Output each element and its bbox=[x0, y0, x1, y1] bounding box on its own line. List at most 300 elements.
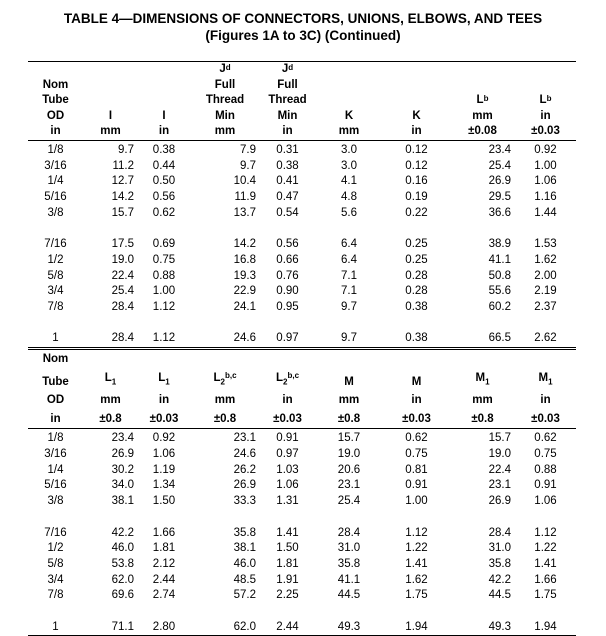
column-header-cell: mm bbox=[214, 394, 236, 407]
column-header-cell: OD bbox=[46, 394, 65, 407]
column-header-cell bbox=[515, 78, 576, 94]
table-row bbox=[28, 447, 576, 463]
dimension-cell: 24.6 bbox=[233, 448, 256, 460]
dimension-cell: 1.75 bbox=[405, 589, 428, 602]
dimension-cell: 35.8 bbox=[337, 557, 361, 570]
column-header-cell: M bbox=[344, 375, 354, 388]
column-header-cell: mm bbox=[338, 394, 360, 407]
column-header-cell: mm bbox=[315, 124, 383, 140]
dimension-cell: 44.5 bbox=[337, 589, 361, 602]
header-row bbox=[28, 93, 576, 109]
column-header-cell bbox=[138, 350, 190, 369]
table-row bbox=[28, 429, 576, 447]
dimension-cell: 13.7 bbox=[233, 206, 256, 219]
dimension-cell: 1.00 bbox=[152, 285, 176, 298]
dimension-cell: 1.22 bbox=[405, 542, 428, 555]
nom-tube-od-cell: 1/8 bbox=[47, 432, 64, 445]
dimension-cell: 3.0 bbox=[341, 143, 357, 156]
dimension-cell: 0.95 bbox=[276, 300, 299, 313]
nom-tube-od-cell: 1/8 bbox=[47, 143, 64, 156]
header-row bbox=[28, 124, 576, 140]
title-line-1: TABLE 4—DIMENSIONS OF CONNECTORS, UNIONS, ELBOWS, AND TEES bbox=[63, 11, 543, 26]
table-row bbox=[28, 190, 576, 206]
dimension-cell: 2.44 bbox=[276, 620, 299, 633]
dimension-cell: 0.12 bbox=[405, 143, 428, 156]
dimension-cell: 6.4 bbox=[341, 238, 357, 251]
table-row bbox=[28, 573, 576, 589]
dimension-cell: 41.1 bbox=[337, 573, 361, 586]
header-row bbox=[28, 369, 576, 392]
column-header-cell: ±0.8 bbox=[315, 410, 383, 429]
dimension-cell: 0.25 bbox=[405, 238, 428, 251]
column-header-cell: mm bbox=[100, 394, 121, 407]
dimension-cell: 1.53 bbox=[534, 238, 557, 251]
dimension-cell: 1.19 bbox=[152, 463, 176, 476]
table-row bbox=[28, 463, 576, 479]
dimension-cell: 1.94 bbox=[405, 620, 428, 633]
dimension-cell: 0.75 bbox=[152, 253, 176, 266]
dimension-cell: 2.25 bbox=[276, 589, 299, 602]
dimension-cell: 57.2 bbox=[233, 589, 256, 602]
column-header-cell: ±0.8 bbox=[190, 410, 260, 429]
dimension-cell: 1.62 bbox=[534, 253, 557, 266]
spacer-cell bbox=[28, 604, 576, 620]
table-row bbox=[28, 269, 576, 285]
dimension-cell: 19.3 bbox=[233, 269, 256, 282]
dimension-cell: 1.12 bbox=[405, 526, 428, 539]
dimension-cell: 14.2 bbox=[233, 238, 256, 251]
dimension-cell: 0.47 bbox=[276, 191, 299, 204]
column-header-cell: Thread bbox=[268, 94, 307, 107]
column-header-cell: ±0.8 bbox=[450, 410, 515, 429]
dimension-cell: 1.06 bbox=[152, 448, 176, 460]
dimension-cell: 38.1 bbox=[233, 542, 256, 555]
nom-tube-od-cell: 3/4 bbox=[47, 285, 64, 298]
dimension-cell: 5.6 bbox=[341, 206, 357, 219]
spacer-row bbox=[28, 510, 576, 526]
column-header-cell: Min bbox=[277, 109, 298, 122]
dimension-cell: 0.50 bbox=[152, 175, 176, 188]
table-row bbox=[28, 159, 576, 175]
column-header-cell: $L_2^{b,c}$ bbox=[213, 370, 237, 386]
header-row bbox=[28, 350, 576, 369]
column-header-cell bbox=[315, 78, 383, 94]
column-header-cell bbox=[83, 78, 138, 94]
nom-tube-od-cell: 5/16 bbox=[44, 479, 67, 492]
column-header-cell: ±0.03 bbox=[260, 410, 315, 429]
dimension-cell: 11.2 bbox=[112, 159, 134, 172]
dimension-cell: 1.06 bbox=[534, 175, 557, 188]
dimension-cell: 1.75 bbox=[534, 589, 557, 602]
nom-tube-od-cell: 1/4 bbox=[47, 463, 64, 476]
dimension-cell: 1.31 bbox=[276, 495, 299, 508]
table-row bbox=[28, 557, 576, 573]
column-header-cell: K bbox=[344, 109, 354, 122]
table-2-header bbox=[28, 350, 576, 429]
column-header-cell: Thread bbox=[205, 94, 245, 107]
dimension-cell: 0.97 bbox=[276, 448, 299, 460]
header-row bbox=[28, 62, 576, 78]
dimension-cell: 28.4 bbox=[111, 300, 134, 313]
dimension-cell: 20.6 bbox=[337, 463, 361, 476]
dimension-cell: 69.6 bbox=[111, 589, 134, 602]
dimension-cell: 0.38 bbox=[276, 159, 299, 172]
column-header-cell: Full bbox=[277, 78, 298, 91]
table-row bbox=[28, 300, 576, 316]
column-header-cell: in bbox=[28, 124, 83, 140]
dimension-cell: 7.1 bbox=[341, 285, 357, 298]
dimension-cell: 17.5 bbox=[111, 238, 134, 251]
column-header-cell: ±0.03 bbox=[515, 124, 576, 140]
dimension-cell: 26.9 bbox=[488, 175, 511, 188]
nom-tube-od-cell: 7/16 bbox=[44, 238, 67, 251]
dimension-cell: 23.1 bbox=[488, 479, 511, 492]
dimension-cell: 53.8 bbox=[111, 557, 134, 570]
column-header-cell bbox=[515, 62, 576, 78]
title-line-2: (Figures 1A to 3C) (Continued) bbox=[205, 28, 401, 43]
nom-tube-od-cell: 7/8 bbox=[47, 300, 64, 313]
column-header-cell bbox=[383, 350, 450, 369]
header-row bbox=[28, 109, 576, 125]
dimension-cell: 62.0 bbox=[111, 573, 134, 586]
dimension-cell: 29.5 bbox=[488, 191, 511, 204]
column-header-cell bbox=[28, 62, 83, 78]
dimension-cell: 1.22 bbox=[534, 542, 557, 555]
column-header-cell: $J^d$ bbox=[219, 63, 231, 75]
column-header-cell: in bbox=[540, 109, 551, 122]
dimension-cell: 0.91 bbox=[276, 432, 299, 445]
dimension-cell: 0.25 bbox=[405, 253, 428, 266]
table-row bbox=[28, 140, 576, 158]
dimension-cell: 22.9 bbox=[233, 285, 256, 298]
dimension-cell: 23.1 bbox=[233, 432, 256, 445]
table-row bbox=[28, 206, 576, 222]
dimension-cell: 48.5 bbox=[233, 573, 256, 586]
dimension-cell: 0.41 bbox=[276, 175, 299, 188]
dimension-cell: 12.7 bbox=[111, 175, 134, 188]
column-header-cell bbox=[315, 350, 383, 369]
spacer-row bbox=[28, 604, 576, 620]
dimension-cell: 33.3 bbox=[233, 495, 256, 508]
dimension-cell: 66.5 bbox=[488, 332, 511, 345]
dimension-cell: 31.0 bbox=[488, 542, 511, 555]
column-header-cell: Min bbox=[215, 109, 235, 122]
table-title bbox=[0, 0, 606, 44]
dimension-cell: 0.97 bbox=[276, 332, 299, 345]
dimension-cell: 49.3 bbox=[337, 620, 361, 633]
dimension-cell: 1.62 bbox=[405, 573, 428, 586]
column-header-cell: in bbox=[28, 410, 83, 429]
dimension-cell: 1.66 bbox=[152, 526, 176, 539]
dimension-cell: 0.62 bbox=[534, 432, 557, 445]
nom-tube-od-cell: 5/16 bbox=[44, 191, 67, 204]
dimension-cell: 7.9 bbox=[240, 143, 256, 156]
column-header-cell: $J^d$ bbox=[281, 63, 294, 75]
dimension-cell: 4.1 bbox=[341, 175, 357, 188]
dimension-cell: 0.22 bbox=[405, 206, 428, 219]
dimension-cell: 19.0 bbox=[111, 253, 134, 266]
nom-tube-od-cell: 3/16 bbox=[44, 448, 67, 460]
dimension-cell: 22.4 bbox=[111, 269, 134, 282]
dimension-cell: 0.12 bbox=[405, 159, 428, 172]
dimension-cell: 1.41 bbox=[534, 557, 557, 570]
dimension-cell: 1.06 bbox=[534, 495, 557, 508]
dimension-cell: 26.9 bbox=[111, 448, 134, 460]
column-header-cell bbox=[83, 93, 138, 109]
column-header-cell: Nom bbox=[42, 353, 69, 365]
dimension-cell: 26.9 bbox=[233, 479, 256, 492]
column-header-cell: $L_1$ bbox=[158, 371, 170, 386]
dimension-cell: 0.38 bbox=[405, 300, 428, 313]
table-1-header bbox=[28, 62, 576, 141]
nom-tube-od-cell: 3/4 bbox=[47, 573, 64, 586]
dimension-cell: 34.0 bbox=[111, 479, 134, 492]
dimension-cell: 9.7 bbox=[341, 332, 357, 345]
column-header-cell bbox=[383, 93, 450, 109]
dimension-cell: 9.7 bbox=[341, 300, 357, 313]
nom-tube-od-cell: 1/2 bbox=[47, 542, 64, 555]
dimension-cell: 24.6 bbox=[233, 332, 256, 345]
dimension-cell: 0.66 bbox=[276, 253, 299, 266]
dimension-cell: 50.8 bbox=[488, 269, 511, 282]
header-row bbox=[28, 391, 576, 410]
dimension-cell: 1.06 bbox=[276, 479, 299, 492]
column-header-cell: ±0.03 bbox=[383, 410, 450, 429]
dimension-cell: 0.62 bbox=[152, 206, 176, 219]
nom-tube-od-cell: 1/4 bbox=[47, 175, 64, 188]
column-header-cell bbox=[450, 78, 515, 94]
column-header-cell: $L^b$ bbox=[539, 94, 552, 107]
nom-tube-od-cell: 7/16 bbox=[44, 526, 67, 539]
table-row bbox=[28, 478, 576, 494]
column-header-cell: Full bbox=[214, 78, 236, 91]
dimension-cell: 60.2 bbox=[488, 300, 511, 313]
dimension-cell: 25.4 bbox=[488, 159, 511, 172]
column-header-cell bbox=[138, 62, 190, 78]
column-header-cell: in bbox=[260, 124, 315, 140]
column-header-cell: in bbox=[540, 394, 551, 407]
dimension-cell: 6.4 bbox=[341, 253, 357, 266]
dimension-cell: 1.00 bbox=[534, 159, 557, 172]
table-row bbox=[28, 253, 576, 269]
nom-tube-od-cell: 1 bbox=[52, 332, 59, 345]
dimension-cell: 1.81 bbox=[152, 542, 176, 555]
dimension-cell: 62.0 bbox=[233, 620, 256, 633]
spacer-cell bbox=[28, 316, 576, 332]
column-header-cell: ±0.08 bbox=[450, 124, 515, 140]
column-header-cell: in bbox=[138, 124, 190, 140]
dimension-cell: 55.6 bbox=[488, 285, 511, 298]
column-header-cell: in bbox=[282, 394, 293, 407]
column-header-cell: $L_1$ bbox=[104, 371, 117, 386]
dimension-cell: 30.2 bbox=[111, 463, 134, 476]
column-header-cell: mm bbox=[83, 124, 138, 140]
dimension-cell: 28.4 bbox=[488, 526, 511, 539]
dimension-cell: 42.2 bbox=[111, 526, 134, 539]
column-header-cell: $M_1$ bbox=[538, 371, 553, 386]
dimension-cell: 44.5 bbox=[488, 589, 511, 602]
column-header-cell bbox=[315, 93, 383, 109]
dimension-cell: 1.50 bbox=[276, 542, 299, 555]
dimension-cell: 1.91 bbox=[276, 573, 299, 586]
dimension-cell: 25.4 bbox=[111, 285, 134, 298]
dimension-cell: 0.62 bbox=[405, 432, 428, 445]
dimension-cell: 0.75 bbox=[405, 448, 428, 460]
dimension-cell: 1.12 bbox=[152, 332, 176, 345]
dimension-cell: 1.81 bbox=[276, 557, 299, 570]
dimension-cell: 19.0 bbox=[488, 448, 511, 460]
spacer-cell bbox=[28, 221, 576, 237]
dimension-cell: 15.7 bbox=[111, 206, 134, 219]
column-header-cell bbox=[138, 78, 190, 94]
dimension-cell: 0.56 bbox=[152, 191, 176, 204]
table-row bbox=[28, 494, 576, 510]
table-row bbox=[28, 620, 576, 636]
column-header-cell: mm bbox=[472, 109, 493, 122]
dimension-cell: 15.7 bbox=[337, 432, 361, 445]
dimension-cell: 26.2 bbox=[233, 463, 256, 476]
table-row bbox=[28, 526, 576, 542]
dimension-cell: 1.12 bbox=[534, 526, 557, 539]
dimension-cell: 2.74 bbox=[152, 589, 176, 602]
table-row bbox=[28, 588, 576, 604]
dimension-cell: 14.2 bbox=[111, 191, 134, 204]
dimension-cell: 1.16 bbox=[534, 191, 557, 204]
column-header-cell: OD bbox=[46, 109, 65, 122]
dimension-cell: 2.00 bbox=[534, 269, 557, 282]
column-header-cell: Tube bbox=[42, 375, 69, 388]
dimension-cell: 28.4 bbox=[111, 332, 134, 345]
dimension-cell: 0.91 bbox=[534, 479, 557, 492]
dimension-cell: 38.1 bbox=[111, 495, 134, 508]
dimension-cell: 4.8 bbox=[341, 191, 357, 204]
column-header-cell: Tube bbox=[42, 94, 69, 107]
dimension-cell: 23.4 bbox=[488, 143, 511, 156]
column-header-cell: ±0.8 bbox=[83, 410, 138, 429]
dimension-cell: 46.0 bbox=[111, 542, 134, 555]
nom-tube-od-cell: 3/8 bbox=[47, 495, 64, 508]
dimension-cell: 49.3 bbox=[488, 620, 511, 633]
dimension-cell: 0.54 bbox=[276, 206, 299, 219]
column-header-cell: K bbox=[412, 109, 421, 122]
column-header-cell: $L_2^{b,c}$ bbox=[275, 370, 300, 386]
dimension-cell: 0.16 bbox=[405, 175, 428, 188]
dimension-cell: 2.80 bbox=[152, 620, 176, 633]
dimension-cell: 11.9 bbox=[234, 191, 256, 204]
dimension-cell: 23.1 bbox=[337, 479, 361, 492]
column-header-cell bbox=[450, 350, 515, 369]
column-header-cell bbox=[515, 350, 576, 369]
table-row bbox=[28, 284, 576, 300]
dimension-cell: 1.41 bbox=[276, 526, 299, 539]
dimension-cell: 3.0 bbox=[341, 159, 357, 172]
nom-tube-od-cell: 5/8 bbox=[47, 269, 64, 282]
dimension-cell: 2.12 bbox=[152, 557, 176, 570]
header-row bbox=[28, 410, 576, 429]
dimension-cell: 0.44 bbox=[152, 159, 176, 172]
column-header-cell: I bbox=[162, 109, 166, 122]
dimension-cell: 2.62 bbox=[534, 332, 557, 345]
dimension-cell: 35.8 bbox=[488, 557, 511, 570]
dimension-cell: 31.0 bbox=[337, 542, 361, 555]
dimension-cell: 25.4 bbox=[337, 495, 361, 508]
dimension-cell: 0.56 bbox=[276, 238, 299, 251]
dimension-cell: 9.7 bbox=[240, 159, 256, 172]
dimension-cell: 1.41 bbox=[405, 557, 428, 570]
spacer-cell bbox=[28, 510, 576, 526]
column-header-cell: $L^b$ bbox=[476, 94, 489, 107]
dimension-cell: 1.66 bbox=[534, 573, 557, 586]
dimension-cell: 0.81 bbox=[405, 463, 428, 476]
dimension-cell: 0.91 bbox=[405, 479, 428, 492]
dimension-cell: 41.1 bbox=[488, 253, 511, 266]
column-header-cell: mm bbox=[472, 394, 493, 407]
column-header-cell: M bbox=[411, 375, 422, 388]
spacer-row bbox=[28, 316, 576, 332]
dimension-cell: 0.38 bbox=[405, 332, 428, 345]
nom-tube-od-cell: 1 bbox=[52, 620, 59, 633]
dimension-cell: 0.92 bbox=[534, 143, 557, 156]
table-row bbox=[28, 237, 576, 253]
dimension-cell: 22.4 bbox=[488, 463, 511, 476]
table-row bbox=[28, 541, 576, 557]
dimension-cell: 1.44 bbox=[534, 206, 557, 219]
dimension-cell: 1.03 bbox=[276, 463, 299, 476]
dimension-cell: 1.50 bbox=[152, 495, 176, 508]
column-header-cell: ±0.03 bbox=[138, 410, 190, 429]
dimension-cell: 0.31 bbox=[276, 143, 299, 156]
dimension-cell: 23.4 bbox=[111, 432, 134, 445]
table-part-1 bbox=[28, 61, 576, 348]
dimension-cell: 0.90 bbox=[276, 285, 299, 298]
dimension-cell: 10.4 bbox=[233, 175, 256, 188]
dimension-cell: 1.00 bbox=[405, 495, 428, 508]
nom-tube-od-cell: 3/8 bbox=[47, 206, 64, 219]
nom-tube-od-cell: 3/16 bbox=[44, 159, 67, 172]
column-header-cell bbox=[315, 62, 383, 78]
dimension-cell: 0.28 bbox=[405, 285, 428, 298]
dimension-cell: 2.44 bbox=[152, 573, 176, 586]
column-header-cell: in bbox=[158, 394, 170, 407]
nom-tube-od-cell: 5/8 bbox=[47, 557, 64, 570]
column-header-cell: in bbox=[383, 124, 450, 140]
dimension-cell: 0.69 bbox=[152, 238, 176, 251]
dimension-cell: 0.19 bbox=[405, 191, 428, 204]
table-part-2 bbox=[28, 349, 576, 636]
dimension-cell: 16.8 bbox=[233, 253, 256, 266]
dimension-cell: 35.8 bbox=[233, 526, 256, 539]
table-row bbox=[28, 174, 576, 190]
dimension-cell: 1.34 bbox=[152, 479, 176, 492]
table-row bbox=[28, 331, 576, 347]
header-row bbox=[28, 78, 576, 94]
dimension-cell: 36.6 bbox=[488, 206, 511, 219]
column-header-cell bbox=[383, 62, 450, 78]
dimension-cell: 0.28 bbox=[405, 269, 428, 282]
nom-tube-od-cell: 1/2 bbox=[47, 253, 64, 266]
dimension-cell: 46.0 bbox=[233, 557, 256, 570]
dimension-cell: 1.94 bbox=[534, 620, 557, 633]
dimension-cell: 0.88 bbox=[152, 269, 176, 282]
column-header-cell: mm bbox=[190, 124, 260, 140]
dimension-cell: 28.4 bbox=[337, 526, 361, 539]
column-header-cell bbox=[138, 93, 190, 109]
dimension-cell: 0.38 bbox=[152, 143, 176, 156]
dimension-cell: 0.88 bbox=[534, 463, 557, 476]
dimension-cell: 0.92 bbox=[152, 432, 176, 445]
column-header-cell bbox=[190, 350, 260, 369]
column-header-cell bbox=[383, 78, 450, 94]
